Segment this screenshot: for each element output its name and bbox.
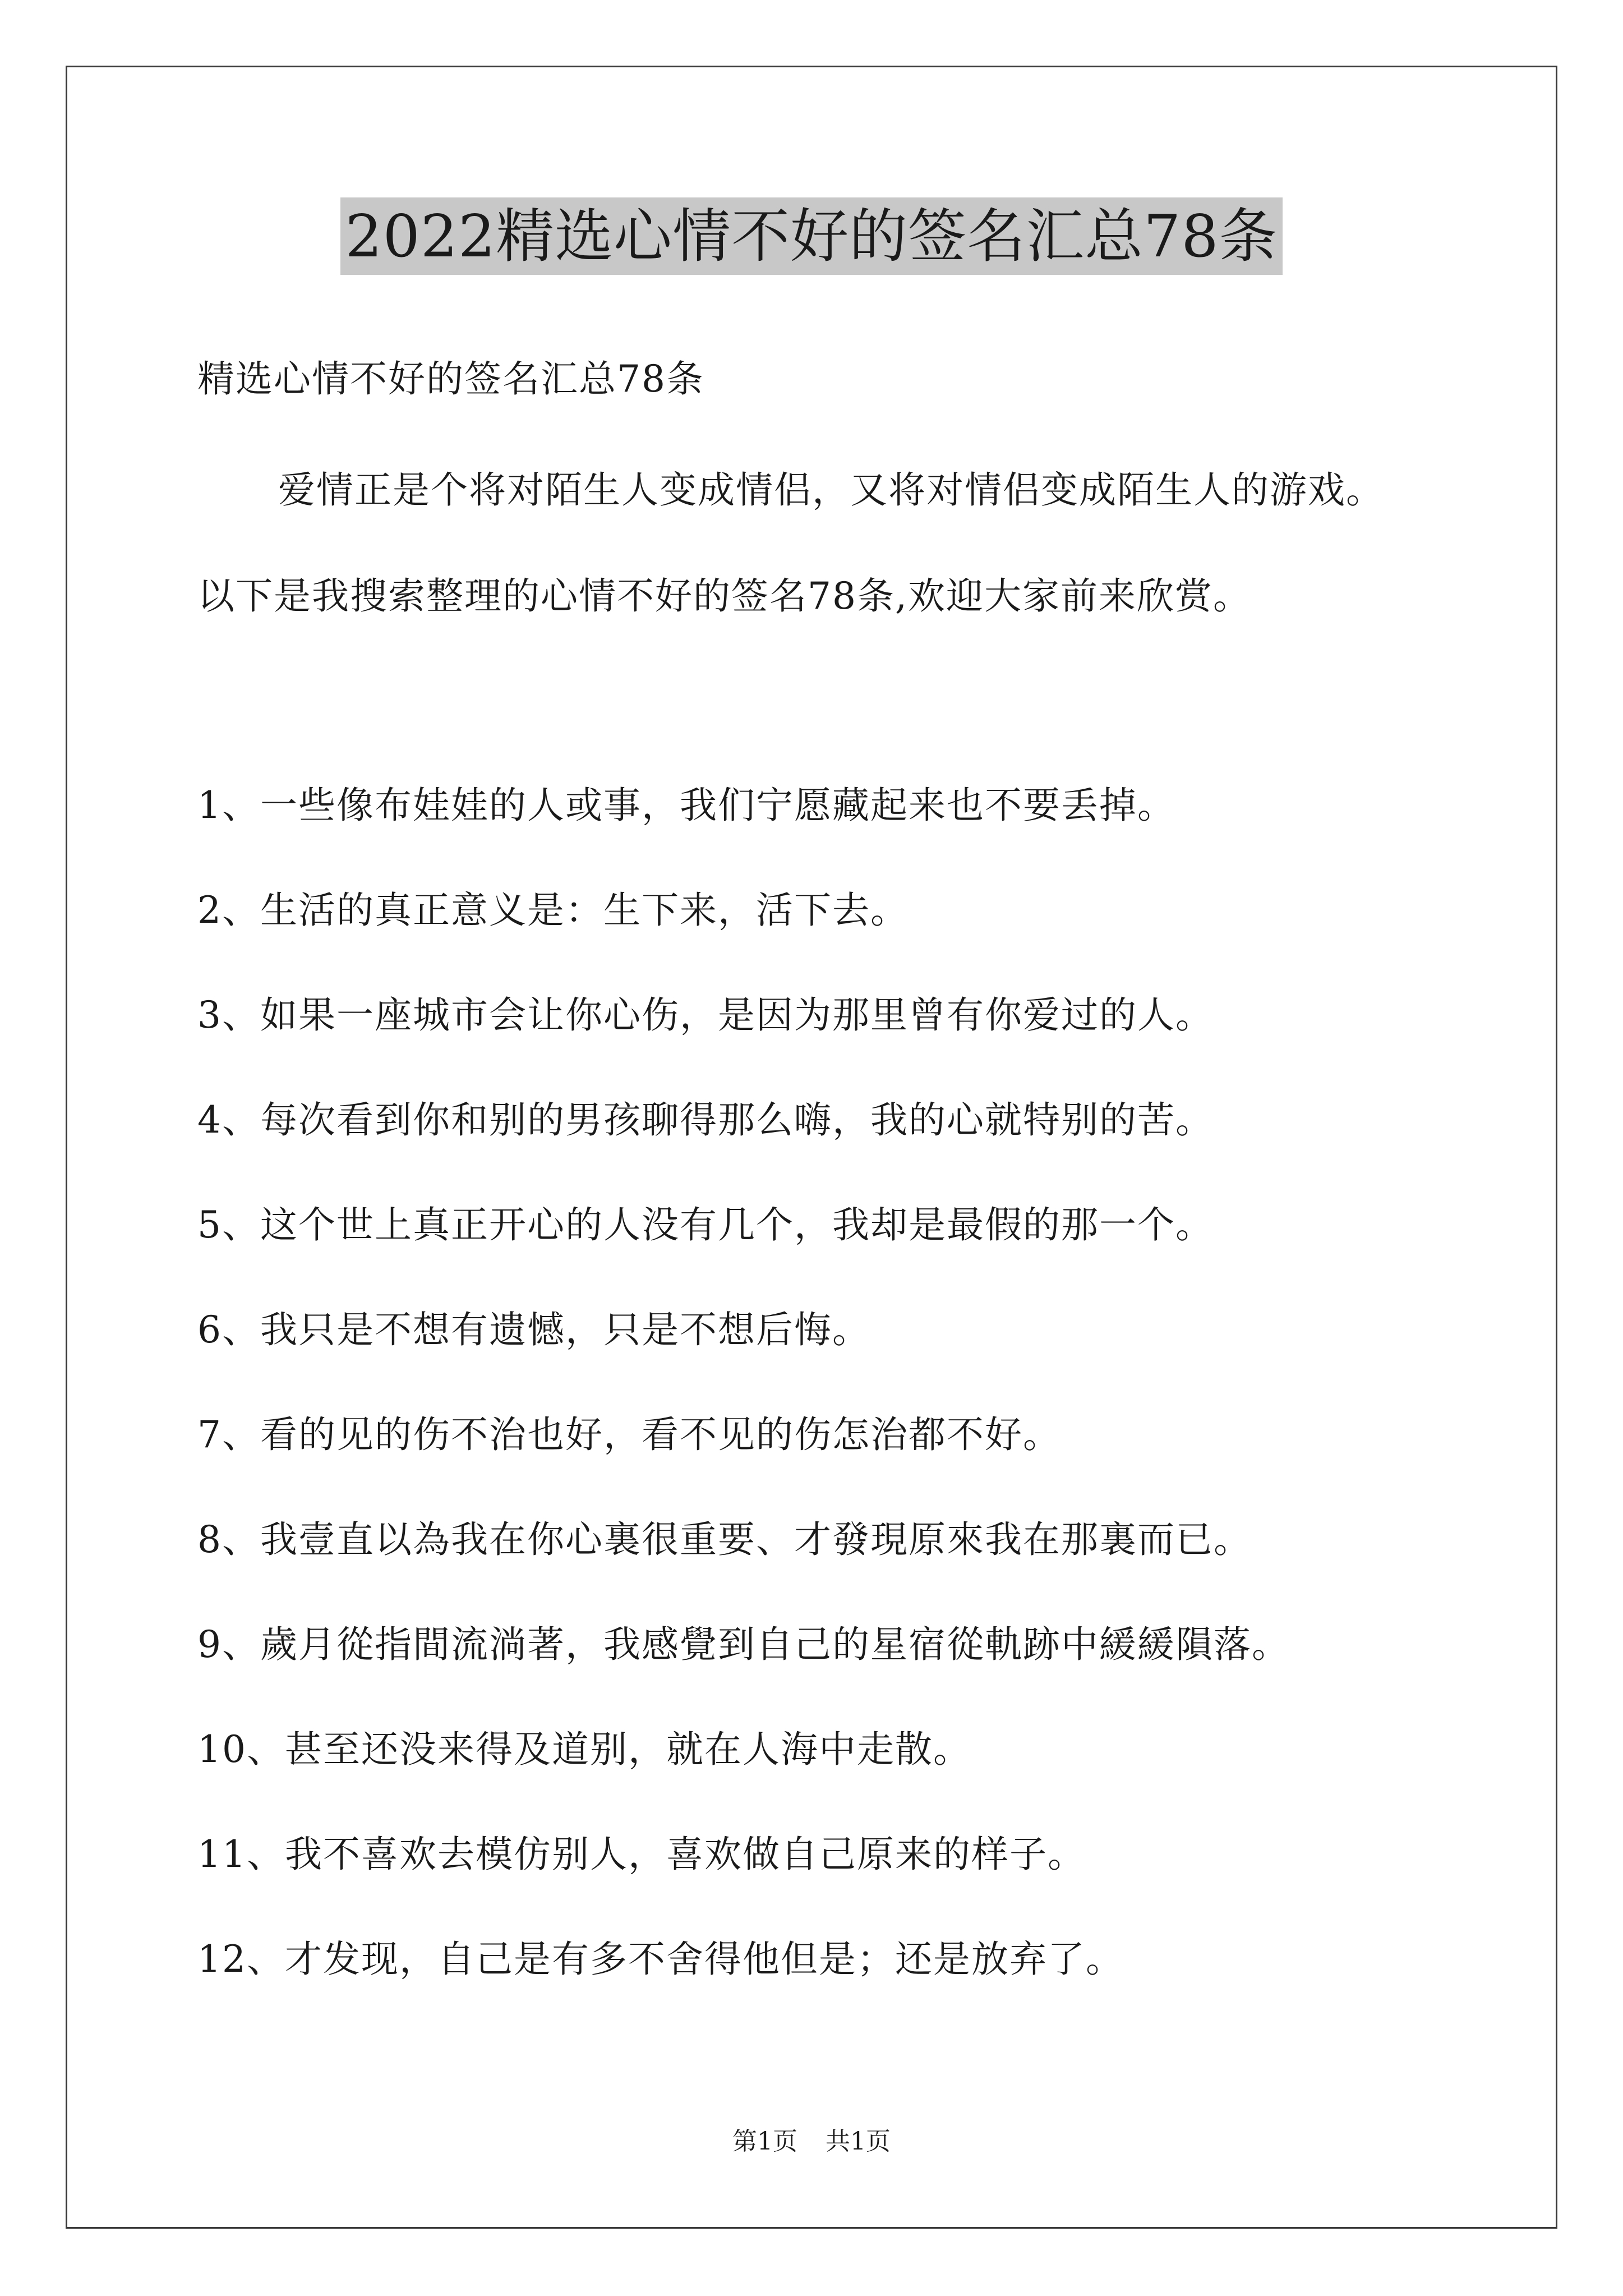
list-item: 6、我只是不想有遗憾，只是不想后悔。: [197, 1308, 870, 1351]
page-footer: [0, 2126, 1623, 2157]
intro-paragraph-line-1: 爱情正是个将对陌生人变成情侣，又将对情侣变成陌生人的游戏。: [278, 468, 1384, 512]
list-item: 11、我不喜欢去模仿别人，喜欢做自己原来的样子。: [197, 1833, 1086, 1876]
intro-paragraph-line-2: 以下是我搜索整理的心情不好的签名78条,欢迎大家前来欣赏。: [197, 574, 1251, 618]
list-item: 5、这个世上真正开心的人没有几个，我却是最假的那一个。: [197, 1203, 1214, 1246]
list-item: 7、看的见的伤不治也好，看不见的伤怎治都不好。: [197, 1413, 1061, 1456]
list-item: 9、歲月從指間流淌著，我感覺到自己的星宿從軌跡中緩緩隕落。: [197, 1623, 1290, 1666]
document-subtitle: 精选心情不好的签名汇总78条: [197, 357, 704, 401]
list-item: 8、我壹直以為我在你心裏很重要、才發現原來我在那裏而已。: [197, 1518, 1252, 1561]
list-item: 3、如果一座城市会让你心伤，是因为那里曾有你爱过的人。: [197, 993, 1214, 1037]
list-item: 12、才发现，自己是有多不舍得他但是；还是放弃了。: [197, 1938, 1124, 1981]
document-title: 2022精选心情不好的签名汇总78条: [340, 197, 1282, 275]
list-item: 4、每次看到你和别的男孩聊得那么嗨，我的心就特别的苦。: [197, 1098, 1214, 1142]
list-item: 2、生活的真正意义是：生下来，活下去。: [197, 889, 909, 932]
title-container: [0, 197, 1623, 275]
list-item: 10、甚至还没来得及道别，就在人海中走散。: [197, 1728, 971, 1771]
list-item: 1、一些像布娃娃的人或事，我们宁愿藏起来也不要丢掉。: [197, 784, 1175, 827]
page-total: 共1页: [826, 2127, 891, 2156]
page-number: 第1页: [732, 2127, 797, 2156]
